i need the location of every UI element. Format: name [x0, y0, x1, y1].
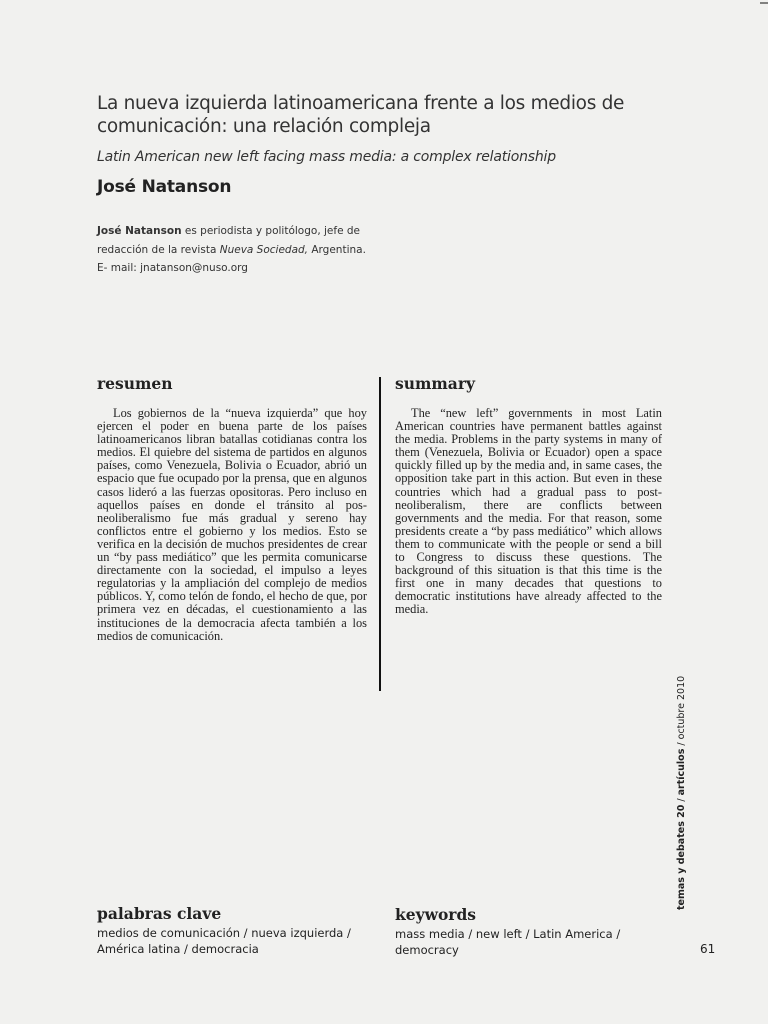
- author-name: José Natanson: [97, 177, 232, 197]
- bio-text-1: es periodista y politólogo, jefe de redacción de la revista: [97, 225, 360, 256]
- running-head: [676, 675, 696, 910]
- summary-heading: summary: [395, 374, 476, 393]
- column-divider: [379, 377, 381, 691]
- resumen-text: Los gobiernos de la “nueva izquierda” que hoy ejercen el poder en buena parte de los países latinoamericanos libran batallas cotidianas contra los medios. El quiebre del sistema de partidos en algunos países, como Venezuela, Bolivia o Ecuador, abrió un espacio que fue ocupado por la prensa, que en algunos casos lideró a las fuerzas opositoras. Pero incluso en aquellos países en donde el tránsito al pos-neoliberalismo fue más gradual y sereno hay conflictos entre el gobierno y los medios. Esto se verifica en la decisión de muchos presidentes de crear un “by pass mediático” que les permita comunicarse directamente con la sociedad, el impulso a leyes regulatorias y la ampliación del complejo de medios públicos. Y, como telón de fondo, el hecho de que, por primera vez en décadas, el cuestionamiento a las instituciones de la democracia afecta también a los medios de comunicación.: [97, 406, 367, 643]
- summary-text: The “new left” governments in most Latin American countries have permanent battles against the media. Problems in the party systems in many of them (Venezuela, Bolivia or Ecuador) open a space quickly filled up by the media and, in same cases, the opposition take part in this action. But even in these countries which had a gradual pass to post-neoliberalism, there are conflicts between governments and the media. For that reason, some presidents create a “by pass mediático” which allows them to communicate with the people or send a bill to Congress to discuss these questions. The background of this situation is that this time is the first one in many decades that questions to democratic institutions have already affected to the media.: [395, 406, 662, 617]
- resumen-heading: resumen: [97, 374, 173, 393]
- running-head-journal: temas y debates 20: [676, 804, 687, 910]
- palabras-clave-text: medios de comunicación / nueva izquierda / América latina / democracia: [97, 926, 351, 956]
- resumen-paragraph: [97, 407, 367, 643]
- running-head-sep: /: [676, 739, 687, 749]
- running-head-sep: /: [676, 795, 687, 805]
- crop-mark-icon: [760, 0, 768, 6]
- keywords-heading: keywords: [395, 905, 477, 924]
- bio-magazine: Nueva Sociedad,: [219, 243, 309, 256]
- bio-text-2: Argentina.: [308, 243, 366, 256]
- running-head-section: artículos: [676, 748, 687, 796]
- article-title: La nueva izquierda latinoamericana frente a los medios de comunicación: una relación compleja: [97, 93, 625, 137]
- running-head-date: octubre 2010: [676, 675, 687, 740]
- keywords-text: mass media / new left / Latin America / democracy: [395, 927, 621, 957]
- author-bio: [97, 222, 387, 278]
- article-subtitle-english: Latin American new left facing mass media: a complex relationship: [97, 149, 556, 165]
- palabras-clave-heading: palabras clave: [97, 904, 222, 923]
- page-number: 61: [700, 942, 716, 956]
- bio-author-name: José Natanson: [97, 225, 182, 237]
- summary-paragraph: [395, 407, 662, 617]
- bio-email: E- mail: jnatanson@nuso.org: [97, 262, 248, 274]
